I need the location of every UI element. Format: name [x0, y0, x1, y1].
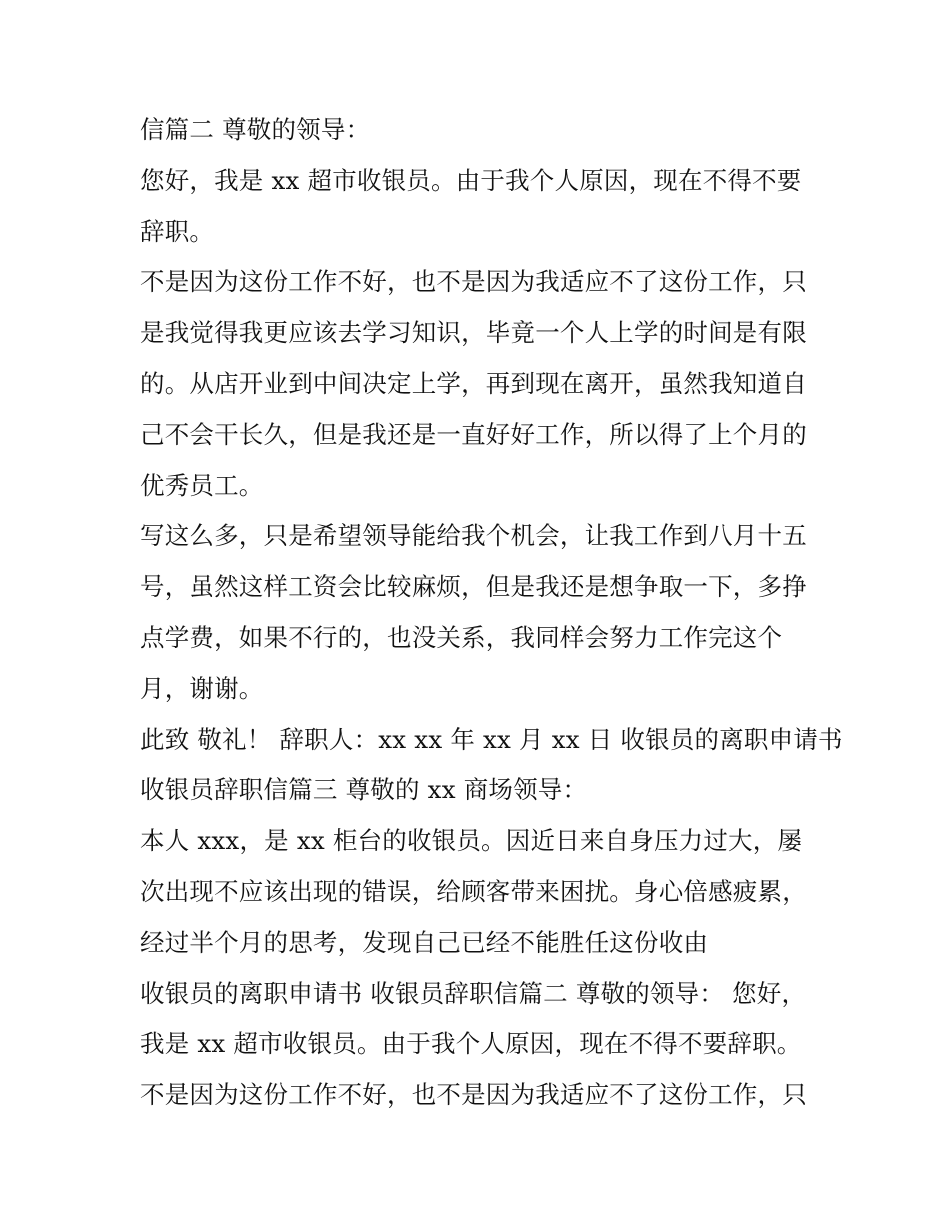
- text-line: 信篇二 尊敬的领导：: [140, 115, 371, 144]
- text-line: 不是因为这份工作不好，也不是因为我适应不了这份工作，只: [140, 267, 807, 297]
- text-line: 辞职。: [140, 216, 215, 246]
- text-line: 我是 xx 超市收银员。由于我个人原因，现在不得不要辞职。: [140, 1029, 802, 1059]
- text-line: 您好，我是 xx 超市收银员。由于我个人原因，现在不得不要: [140, 165, 802, 195]
- text-line: 次出现不应该出现的错误，给顾客带来困扰。身心倍感疲累，: [140, 876, 807, 906]
- text-line: 收银员的离职申请书 收银员辞职信篇二 尊敬的领导： 您好，: [140, 978, 807, 1008]
- text-line: 不是因为这份工作不好，也不是因为我适应不了这份工作，只: [140, 1080, 807, 1110]
- text-line: 经过半个月的思考，发现自己已经不能胜任这份收由: [140, 927, 709, 957]
- text-line: 本人 xxx，是 xx 柜台的收银员。因近日来自身压力过大，屡: [140, 826, 803, 856]
- text-line: 是我觉得我更应该去学习知识，毕竟一个人上学的时间是有限: [140, 318, 807, 348]
- text-line: 写这么多，只是希望领导能给我个机会，让我工作到八月十五: [140, 521, 807, 551]
- text-line: 点学费，如果不行的，也没关系，我同样会努力工作完这个: [140, 622, 783, 652]
- document-body: [140, 105, 843, 1121]
- text-line: 收银员辞职信篇三 尊敬的 xx 商场领导：: [140, 775, 588, 805]
- text-line: 优秀员工。: [140, 470, 264, 500]
- text-line: 月，谢谢。: [140, 673, 264, 703]
- text-line: 此致 敬礼！ 辞职人：xx xx 年 xx 月 xx 日 收银员的离职申请书: [140, 724, 843, 754]
- text-line: 己不会干长久，但是我还是一直好好工作，所以得了上个月的: [140, 419, 807, 449]
- text-line: 的。从店开业到中间决定上学，再到现在离开，虽然我知道自: [140, 368, 807, 398]
- text-line: 号，虽然这样工资会比较麻烦，但是我还是想争取一下，多挣: [140, 572, 807, 602]
